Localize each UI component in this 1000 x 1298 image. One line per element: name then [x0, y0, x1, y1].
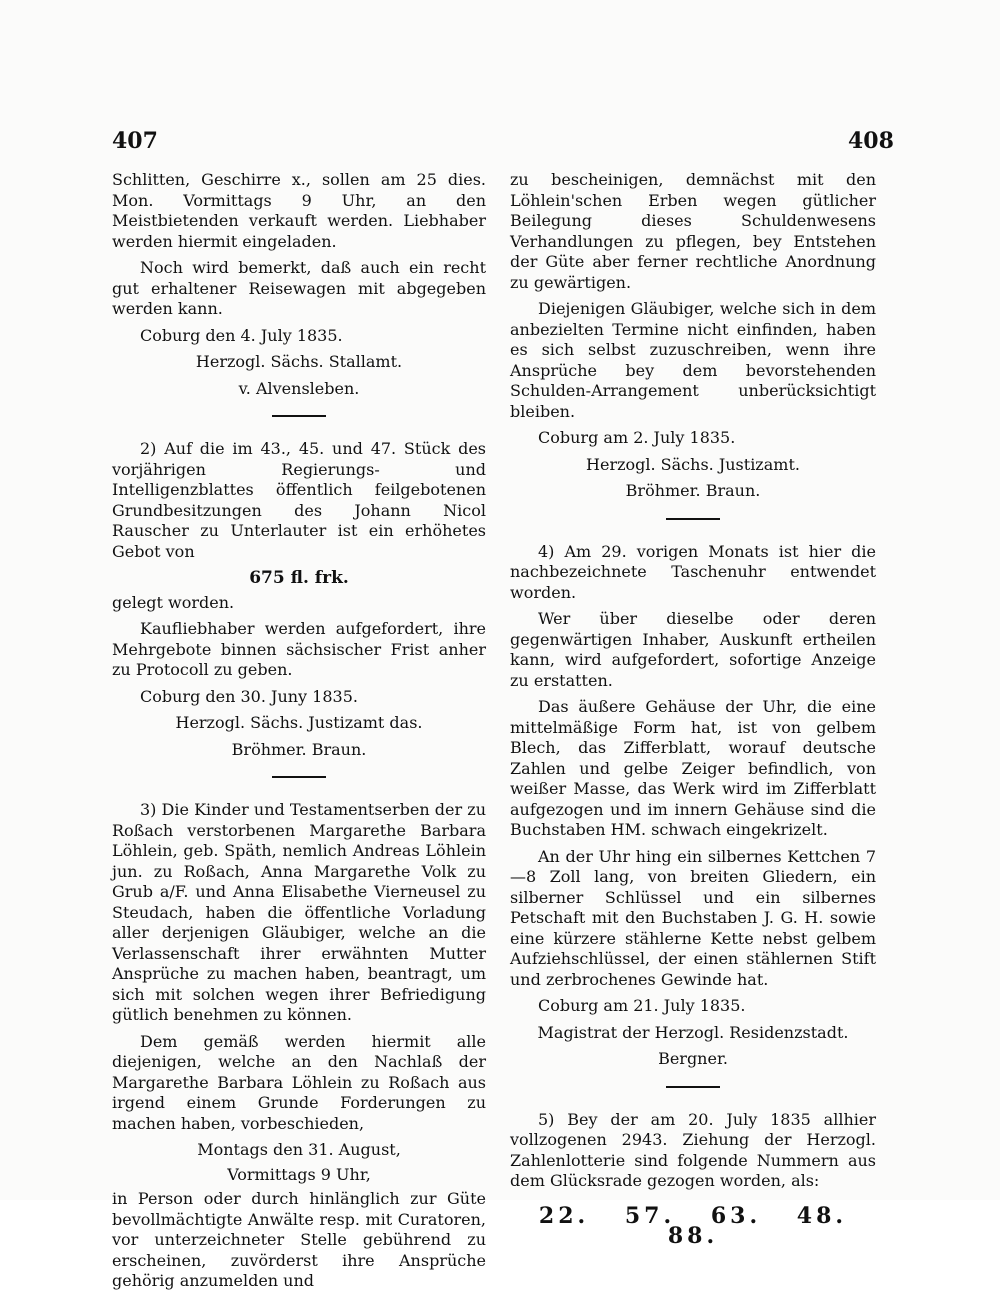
page-number-right: 408: [848, 128, 894, 154]
notice-3-date: Coburg am 2. July 1835.: [538, 428, 736, 447]
notice-1-authority: Herzogl. Sächs. Stallamt.: [195, 352, 403, 371]
notice-3-signature: Bröhmer. Braun.: [625, 481, 761, 500]
lottery-number: 48.: [796, 1202, 848, 1229]
notice-1-signature: v. Alvensleben.: [238, 378, 360, 398]
separator-rule: [272, 415, 326, 417]
notice-2-price: 675 fl. frk.: [249, 568, 349, 588]
notice-4-date: Coburg am 21. July 1835.: [538, 996, 746, 1015]
notice-4-signature: Bergner.: [658, 1049, 728, 1068]
notice-4-request: Wer über dieselbe oder deren gegenwärtigen Inhaber, Auskunft ertheilen kann, wird aufgefordert, sofortige Anzeige zu erstatten.: [510, 609, 876, 690]
lottery-number: 22.: [538, 1202, 590, 1229]
notice-1-date: Coburg den 4. July 1835.: [140, 325, 343, 345]
notice-3-consequence: Diejenigen Gläubiger, welche sich in dem anbezielten Termine nicht einfinden, haben es sich selbst zuzuschreiben, wenn ihre Ansprüche bey dem bevorstehenden Schulden-Arrangement unberücksichtigt bleiben.: [510, 299, 876, 421]
lottery-number: 57.: [624, 1202, 676, 1229]
separator-rule: [666, 1086, 720, 1088]
notice-5-text: 5) Bey der am 20. July 1835 allhier vollzogenen 2943. Ziehung der Herzogl. Zahlenlotterie sind folgende Nummern aus dem Glücksrade gezogen worden, als:: [510, 1109, 876, 1190]
notice-2-text: 2) Auf die im 43., 45. und 47. Stück des vorjährigen Regierungs- und Intelligenzblattes öffentlich feilgebotenen Grundbesitzungen des Johann Nicol Rauscher zu Unterlauter ist ein erhöhetes Gebot von: [112, 439, 486, 561]
notice-2-date: Coburg den 30. Juny 1835.: [140, 686, 358, 706]
notice-3-summons: Dem gemäß werden hiermit alle diejenigen, welche an den Nachlaß der Margarethe Barbara Löhlein zu Roßach aus irgend einem Grunde Forderungen zu machen haben, vorbeschieden,: [112, 1031, 486, 1133]
notice-2-authority: Herzogl. Sächs. Justizamt das.: [175, 713, 423, 732]
left-column: [112, 170, 486, 1298]
notice-1-remark: Noch wird bemerkt, daß auch ein recht gut erhaltener Reisewagen mit abgegeben werden kann.: [112, 258, 486, 318]
lottery-number: 63.: [710, 1202, 762, 1229]
separator-rule: [272, 776, 326, 778]
right-column: [510, 170, 876, 1247]
notice-2-call: Kaufliebhaber werden aufgefordert, ihre Mehrgebote binnen sächsischer Frist anher zu Protocoll zu geben.: [112, 619, 486, 679]
notice-4-chain: An der Uhr hing ein silbernes Kettchen 7—8 Zoll lang, von breiten Gliedern, ein silberner Schlüssel und ein silbernes Petschaft mit den Buchstaben J. G. H. sowie eine kürzere stählerne Kette nebst gelbem Aufziehschlüssel, der einen stählernen Stift und zerbrochenes Gewinde hat.: [510, 846, 876, 989]
separator-rule: [666, 518, 720, 520]
lottery-number: 88.: [667, 1223, 719, 1249]
lottery-numbers: [510, 1202, 876, 1249]
notice-3-authority: Herzogl. Sächs. Justizamt.: [586, 454, 800, 474]
notice-2-signature: Bröhmer. Braun.: [231, 739, 367, 759]
notice-3-time: Vormittags 9 Uhr,: [227, 1164, 371, 1184]
notice-4-text: 4) Am 29. vorigen Monats ist hier die nachbezeichnete Taschenuhr entwendet worden.: [510, 541, 876, 602]
notice-1-text: Schlitten, Geschirre x., sollen am 25 dies. Mon. Vormittags 9 Uhr, an den Meistbietenden verkauft werden. Liebhaber werden hiermit eingeladen.: [112, 170, 486, 251]
notice-2-placed: gelegt worden.: [112, 592, 235, 612]
notice-3-continuation: in Person oder durch hinlänglich zur Güte bevollmächtigte Anwälte resp. mit Curatoren, vor unterzeichneter Stelle gebührend zu erscheinen, zuvörderst ihre Ansprüche gehörig anzumelden und: [112, 1189, 486, 1290]
notice-3-day: Montags den 31. August,: [197, 1140, 401, 1159]
page-number-left: 407: [112, 128, 158, 154]
notice-3-text: 3) Die Kinder und Testamentserben der zu Roßach verstorbenen Margarethe Barbara Löhlein, geb. Späth, nemlich Andreas Löhlein jun. zu Roßach, Anna Margarethe Volk zu Grub a/F. und Anna Elisabethe Vierneusel zu Steudach, haben die öffentliche Vorladung aller derjenigen Gläubiger, welche an die Verlassenschaft ihrer erwähnten Mutter Ansprüche zu machen haben, beantragt, um sich mit solchen wegen ihrer Befriedigung gütlich benehmen zu können.: [112, 800, 486, 1024]
notice-4-description: Das äußere Gehäuse der Uhr, die eine mittelmäßige Form hat, ist von gelbem Blech, das Zifferblatt, worauf deutsche Zahlen und gelbe Zeiger befindlich, von weißer Masse, das Werk wird im Zifferblatt aufgezogen und im innern Gehäuse sind die Buchstaben HM. schwach eingekrizelt.: [510, 697, 876, 839]
notice-4-authority: Magistrat der Herzogl. Residenzstadt.: [537, 1022, 849, 1042]
notice-3-continuation-2: zu bescheinigen, demnächst mit den Löhlein'schen Erben wegen gütlicher Beilegung dieses Schuldenwesens Verhandlungen zu pflegen, bey Entstehen der Güte aber ferner rechtliche Anordnung zu gewärtigen.: [510, 170, 876, 292]
